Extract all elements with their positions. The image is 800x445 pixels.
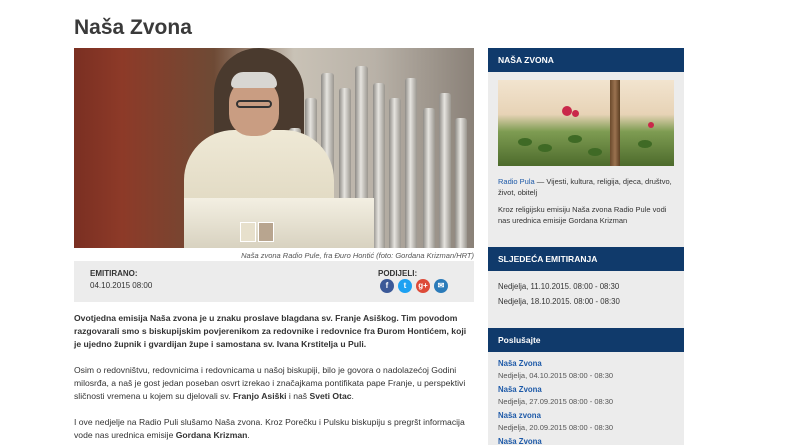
- facebook-icon[interactable]: f: [380, 279, 394, 293]
- email-icon[interactable]: ✉: [434, 279, 448, 293]
- episode-link[interactable]: Naša Zvona: [498, 359, 542, 368]
- article-paragraph: Osim o redovništvu, redovnicima i redovnicama u našoj biskupiji, bilo je govora o nadolazećoj Godini milosrđa, a naš je gost jedan poseban osvrt izrekao i značajkama pontifikata pape Franje, u perspektivi sličnosti vremena u kojem su djelovali sv. Franjo Asiški i naš Sveti Otac.: [74, 365, 466, 401]
- gallery-thumb-1[interactable]: [240, 222, 256, 242]
- episode-date: Nedjelja, 27.09.2015 08:00 - 08:30: [498, 397, 614, 406]
- episode-item[interactable]: [498, 358, 674, 384]
- sidebar-box-title: Poslušajte: [488, 328, 684, 352]
- show-summary: Kroz religijsku emisiju Naša zvona Radio Pule vodi nas urednica emisije Gordana Krizman: [498, 205, 667, 225]
- show-description: Radio Pula — Vijesti, kultura, religija, djeca, društvo, život, obitelj: [498, 177, 672, 197]
- share-label: PODIJELI:: [378, 269, 418, 278]
- show-image[interactable]: [498, 80, 674, 166]
- episode-item[interactable]: [498, 384, 674, 410]
- gallery-thumb-2[interactable]: [258, 222, 274, 242]
- episode-link[interactable]: Naša Zvona: [498, 437, 542, 445]
- article-lead: Ovotjedna emisija Naša zvona je u znaku proslave blagdana sv. Franje Asiškog. Tim povodom razgovarali smo s biskupijskim povjerenikom za redovnike i redovnice fra Đurom Hontićem, koji je ujedno župnik i gvardijan župe i samostana sv. Ivana Krstitelja u Puli.: [74, 313, 467, 349]
- sidebar-box-title: SLJEDEĆA EMITIRANJA: [488, 247, 684, 271]
- twitter-icon[interactable]: t: [398, 279, 412, 293]
- aired-label: EMITIRANO:: [90, 269, 138, 278]
- hero-image[interactable]: [74, 48, 474, 248]
- episode-link[interactable]: Naša Zvona: [498, 385, 542, 394]
- meta-bar: [74, 261, 474, 302]
- episode-item[interactable]: [498, 436, 674, 445]
- episode-date: Nedjelja, 04.10.2015 08:00 - 08:30: [498, 371, 614, 380]
- sidebar-box-title: NAŠA ZVONA: [488, 48, 684, 72]
- airing-row: Nedjelja, 11.10.2015. 08:00 - 08:30: [498, 282, 620, 291]
- image-caption: Naša zvona Radio Pule, fra Đuro Hontić (foto: Gordana Krizman/HRT): [241, 251, 474, 260]
- sidebar-box-next-airings: [488, 247, 684, 333]
- airing-row: Nedjelja, 18.10.2015. 08:00 - 08:30: [498, 297, 620, 306]
- episode-link[interactable]: Naša zvona: [498, 411, 541, 420]
- gallery-thumbnails[interactable]: [240, 222, 274, 242]
- episode-item[interactable]: [498, 410, 674, 436]
- share-icons: [380, 279, 448, 293]
- article-body: [74, 312, 474, 445]
- google-plus-icon[interactable]: g+: [416, 279, 430, 293]
- episode-date: Nedjelja, 20.09.2015 08:00 - 08:30: [498, 423, 614, 432]
- sidebar-box-listen: [488, 328, 684, 445]
- sidebar-box-nasa-zvona: [488, 48, 684, 253]
- aired-date: 04.10.2015 08:00: [90, 281, 153, 290]
- radio-pula-link[interactable]: Radio Pula: [498, 177, 535, 186]
- article-paragraph: I ove nedjelje na Radio Puli slušamo Naša zvona. Kroz Porečku i Pulsku biskupiju s pregršt informacija vode nas urednica emisije Gordana Krizman.: [74, 417, 465, 440]
- page-title: Naša Zvona: [74, 16, 192, 39]
